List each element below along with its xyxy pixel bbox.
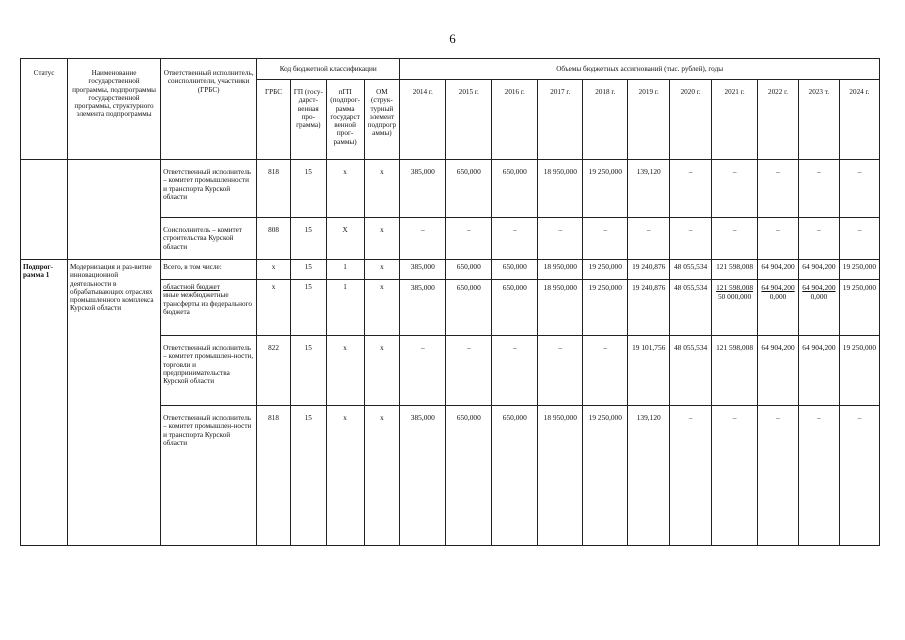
value-cell: – (538, 336, 583, 406)
value: 19 250,000 (588, 283, 622, 292)
value-cell (492, 280, 538, 336)
header-grbs: ГРБС (257, 80, 291, 160)
status-cell (21, 160, 68, 260)
value-cell: – (839, 406, 879, 546)
value-cell (839, 280, 879, 336)
value-cell: – (446, 336, 492, 406)
responsible-cell: Ответственный исполнитель – комитет промышленности и транспорта Курской области (161, 160, 257, 218)
value-cell (583, 280, 628, 336)
pgp-cell: x (326, 160, 364, 218)
value-cell (538, 280, 583, 336)
om-cell: x (364, 280, 400, 336)
value: 19 240,876 (632, 283, 666, 292)
value-federal: 0,000 (810, 292, 828, 301)
value-cell: 139,120 (628, 406, 670, 546)
header-year: 2018 г. (583, 80, 628, 160)
value-cell: 121 598,008 (712, 336, 758, 406)
header-status: Статус (21, 59, 68, 160)
value-cell: 650,000 (446, 260, 492, 280)
header-om: ОМ (струк-турный элемент подпрогр аммы) (364, 80, 400, 160)
value-cell: 650,000 (492, 406, 538, 546)
responsible-cell (161, 280, 257, 336)
om-cell: x (364, 160, 400, 218)
value-cell (400, 280, 446, 336)
value-cell: 385,000 (400, 160, 446, 218)
value-cell: 18 950,000 (538, 260, 583, 280)
name-cell: Модернизация и раз-витие инновационной деятельности в обрабатывающих отраслях промышленного комплекса Курской области (68, 260, 161, 546)
value-cell: – (712, 218, 758, 260)
value-cell: – (583, 336, 628, 406)
responsible-cell: Соисполнитель – комитет строительства Курской области (161, 218, 257, 260)
header-year: 2019 г. (628, 80, 670, 160)
value-cell: 650,000 (446, 406, 492, 546)
value-cell: 18 950,000 (538, 406, 583, 546)
gp-cell: 15 (290, 336, 326, 406)
grbs-cell: 808 (257, 218, 291, 260)
om-cell: x (364, 260, 400, 280)
status-cell: Подпрог-рамма 1 (21, 260, 68, 546)
value-cell: 48 055,534 (670, 260, 712, 280)
value-cell: – (492, 218, 538, 260)
om-cell: x (364, 218, 400, 260)
value-cell: – (670, 160, 712, 218)
value: 64 904,200 (802, 283, 836, 292)
value-cell: 48 055,534 (670, 336, 712, 406)
value: 121 598,008 (716, 283, 754, 292)
header-row-top (21, 59, 880, 80)
value-cell: 64 904,200 (758, 336, 799, 406)
gp-cell: 15 (290, 260, 326, 280)
value-cell: – (758, 218, 799, 260)
federal-transfers-label: иные межбюджетные трансферты из федерального бюджета (163, 291, 252, 316)
responsible-cell: Всего, в том числе: (161, 260, 257, 280)
value-cell: – (839, 160, 879, 218)
value-cell (446, 280, 492, 336)
header-year: 2023 т. (798, 80, 839, 160)
value-cell: 385,000 (400, 260, 446, 280)
value-cell: – (628, 218, 670, 260)
value-federal: 0,000 (769, 292, 787, 301)
value-cell: – (400, 336, 446, 406)
value-cell: 385,000 (400, 406, 446, 546)
value-cell: 650,000 (446, 160, 492, 218)
value: 650,000 (456, 283, 481, 292)
grbs-cell: x (257, 280, 291, 336)
grbs-cell: 818 (257, 406, 291, 546)
value-cell: 64 904,200 (798, 260, 839, 280)
value-cell (758, 280, 799, 336)
value-cell: 19 250,000 (583, 160, 628, 218)
responsible-cell: Ответственный исполнитель – комитет промышлен-ности, торговли и предпринимательства Курской области (161, 336, 257, 406)
value: 650,000 (502, 283, 527, 292)
grbs-cell: 822 (257, 336, 291, 406)
grbs-cell: x (257, 260, 291, 280)
value-cell: 19 250,000 (583, 406, 628, 546)
value-cell: 19 250,000 (839, 260, 879, 280)
pgp-cell: 1 (326, 280, 364, 336)
value-cell: 19 240,876 (628, 260, 670, 280)
value-cell (712, 280, 758, 336)
value-cell: 64 904,200 (798, 336, 839, 406)
value-cell: 18 950,000 (538, 160, 583, 218)
gp-cell: 15 (290, 218, 326, 260)
gp-cell: 15 (290, 280, 326, 336)
value-cell (628, 280, 670, 336)
value-cell: 139,120 (628, 160, 670, 218)
gp-cell: 15 (290, 160, 326, 218)
value: 64 904,200 (761, 283, 795, 292)
header-pgp: пГП (подпрог-рамма государст венной прог-раммы) (326, 80, 364, 160)
value-cell: 650,000 (492, 260, 538, 280)
value-cell: 64 904,200 (758, 260, 799, 280)
value-cell: – (798, 160, 839, 218)
pgp-cell: x (326, 406, 364, 546)
value-federal: 50 000,000 (717, 292, 752, 301)
value-cell: – (538, 218, 583, 260)
table-row (21, 160, 880, 218)
header-responsible: Ответственный исполнитель, соисполнители, участники (ГРБС) (161, 59, 257, 160)
table-row (21, 260, 880, 280)
om-cell: x (364, 336, 400, 406)
responsible-cell: Ответственный исполнитель – комитет промышлен-ности и транспорта Курской области (161, 406, 257, 546)
header-name: Наименование государственной программы, подпрограммы государственной программы, структурного элемента подпрограммы (68, 59, 161, 160)
value-cell: – (839, 218, 879, 260)
value-cell: – (400, 218, 446, 260)
value-cell: 19 250,000 (839, 336, 879, 406)
value-cell: – (712, 406, 758, 546)
value-cell: – (798, 218, 839, 260)
gp-cell: 15 (290, 406, 326, 546)
value: 19 250,000 (842, 283, 877, 292)
header-year: 2016 г. (492, 80, 538, 160)
om-cell: x (364, 406, 400, 546)
header-year: 2022 г. (758, 80, 799, 160)
value-cell: – (492, 336, 538, 406)
value-cell: – (670, 406, 712, 546)
value: 385,000 (410, 283, 435, 292)
pgp-cell: X (326, 218, 364, 260)
value-cell (798, 280, 839, 336)
header-year: 2017 г. (538, 80, 583, 160)
value-cell: – (712, 160, 758, 218)
value-cell: – (583, 218, 628, 260)
header-year: 2014 г. (400, 80, 446, 160)
header-year: 2024 г. (839, 80, 879, 160)
pgp-cell: 1 (326, 260, 364, 280)
value-cell: – (446, 218, 492, 260)
value-cell: – (758, 160, 799, 218)
value-cell: 19 250,000 (583, 260, 628, 280)
value-cell: – (798, 406, 839, 546)
budget-table (20, 58, 880, 546)
value: 18 950,000 (543, 283, 577, 292)
value: 48 055,534 (673, 283, 708, 292)
header-volumes: Объемы бюджетных ассигнований (тыс. рублей), годы (400, 59, 880, 80)
value-cell: 19 101,756 (628, 336, 670, 406)
header-year: 2020 г. (670, 80, 712, 160)
name-cell (68, 160, 161, 260)
value-cell: 121 598,008 (712, 260, 758, 280)
header-budget-code: Код бюджетной классификации (257, 59, 400, 80)
grbs-cell: 818 (257, 160, 291, 218)
value-cell: – (758, 406, 799, 546)
value-cell (670, 280, 712, 336)
header-gp: ГП (госу-дарст-венная про-грамма) (290, 80, 326, 160)
header-year: 2015 г. (446, 80, 492, 160)
regional-budget-label: областной бюджет (163, 283, 220, 291)
value-cell: 650,000 (492, 160, 538, 218)
value-cell: – (670, 218, 712, 260)
header-year: 2021 г. (712, 80, 758, 160)
pgp-cell: x (326, 336, 364, 406)
page-number: 6 (449, 31, 456, 46)
